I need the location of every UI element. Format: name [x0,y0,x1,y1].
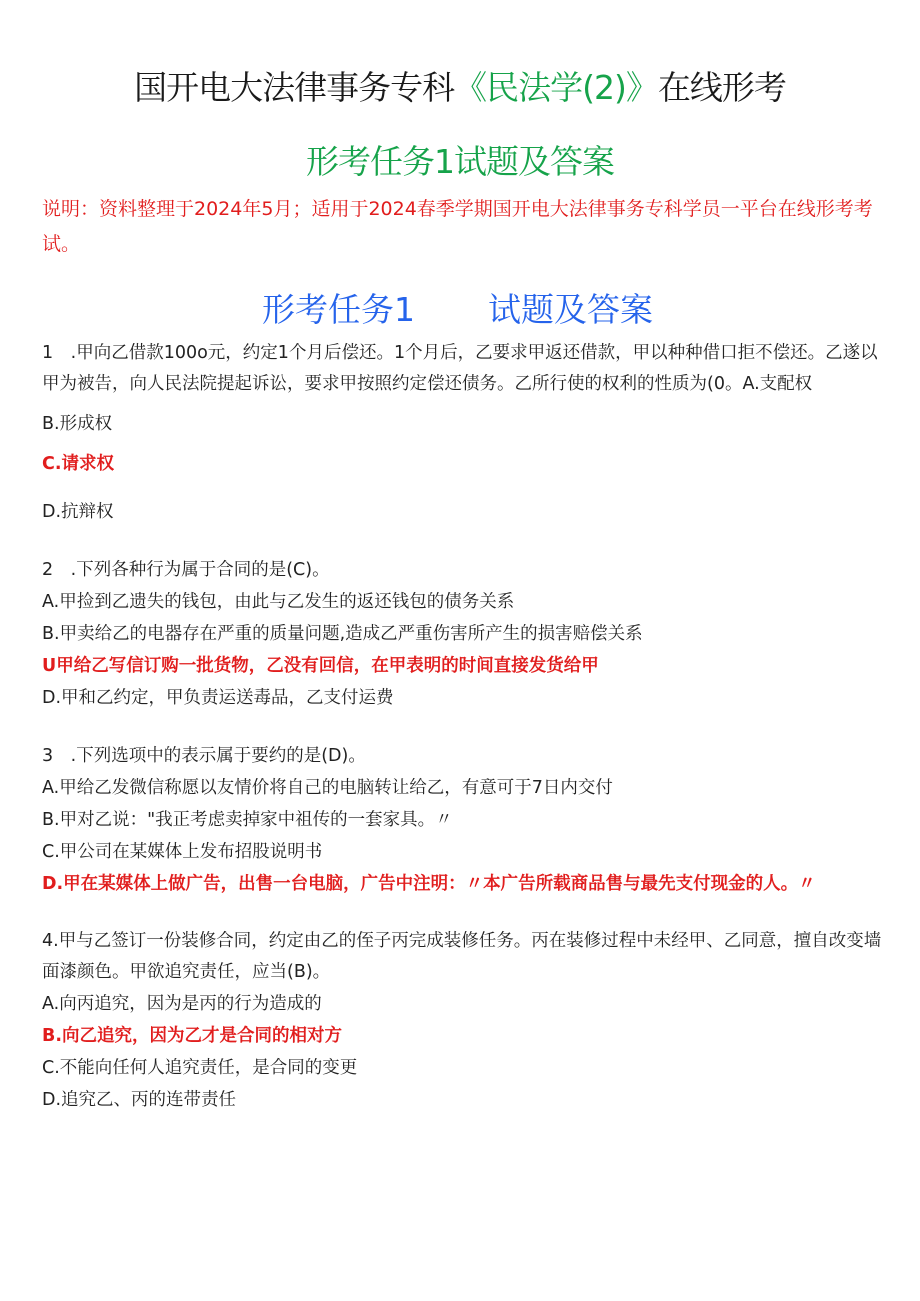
question-2-option-c-correct: U甲给乙写信订购一批货物，乙没有回信，在甲表明的时间直接发货给甲 [42,656,599,676]
question-2-option-a: A.甲捡到乙遗失的钱包，由此与乙发生的返还钱包的债务关系 [42,592,515,612]
section-title-left: 形考任务1 [262,290,415,329]
question-4-option-a: A.向丙追究，因为是丙的行为造成的 [42,994,322,1014]
question-3-option-a: A.甲给乙发微信称愿以友情价将自己的电脑转让给乙，有意可于7日内交付 [42,778,613,798]
question-1-option-b: B.形成权 [42,414,113,434]
title-course: 《民法学(2)》 [454,68,658,107]
question-list [42,338,882,1116]
page-title [0,62,920,109]
title-prefix: 国开电大法律事务专科 [134,68,455,107]
question-3-option-b: B.甲对乙说："我正考虑卖掉家中祖传的一套家具。〃 [42,810,453,830]
title-suffix: 在线形考 [657,68,786,107]
question-4-stem: 4.甲与乙签订一份装修合同，约定由乙的侄子丙完成装修任务。丙在装修过程中未经甲、乙同意，擅自改变墙面漆颜色。甲欲追究责任，应当(B)。 [42,931,882,982]
question-1-option-c-correct: C.请求权 [42,454,114,474]
question-3-option-c: C.甲公司在某媒体上发布招股说明书 [42,842,323,862]
section-title-right: 试题及答案 [488,290,653,329]
question-4-option-d: D.追究乙、丙的连带责任 [42,1090,237,1110]
question-3-option-d-correct: D.甲在某媒体上做广告，出售一台电脑，广告中注明：〃本广告所载商品售与最先支付现金的人。〃 [42,874,816,894]
question-1-option-d: D.抗辩权 [42,502,114,522]
question-2-stem: 2 .下列各种行为属于合同的是(C)。 [42,560,330,580]
question-2-option-d: D.甲和乙约定，甲负责运送毒品，乙支付运费 [42,688,394,708]
question-1-stem: 1 .甲向乙借款100o元，约定1个月后偿还。1个月后，乙要求甲返还借款，甲以种种借口拒不偿还。乙遂以甲为被告，向人民法院提起诉讼，要求甲按照约定偿还债务。乙所行使的权利的性质为(0。A.支配权 [42,343,878,394]
page-subtitle: 形考任务1试题及答案 [306,142,614,181]
question-4-option-c: C.不能向任何人追究责任，是合同的变更 [42,1058,358,1078]
question-2-option-b: B.甲卖给乙的电器存在严重的质量问题,造成乙严重伤害所产生的损害赔偿关系 [42,624,643,644]
question-3-stem: 3 .下列选项中的表示属于要约的是(D)。 [42,746,366,766]
description-note: 说明：资料整理于2024年5月；适用于2024春季学期国开电大法律事务专科学员一平台在线形考考试。 [42,198,873,255]
question-4-option-b-correct: B.向乙追究，因为乙才是合同的相对方 [42,1026,342,1046]
